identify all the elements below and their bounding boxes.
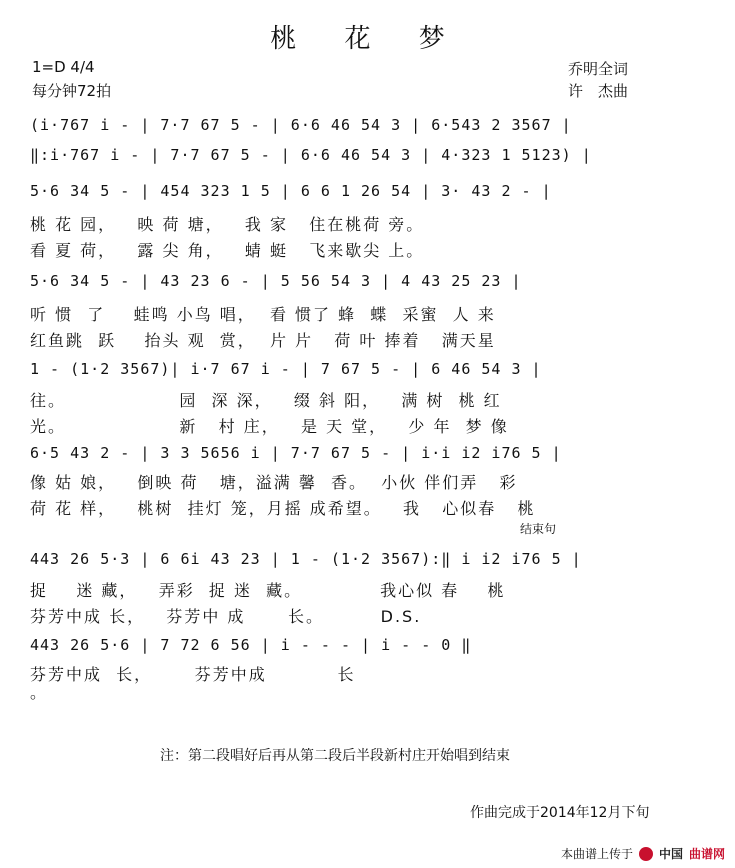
ending-phrase-label: 结束句 [520, 522, 557, 536]
lyric-line: 往。 园 深 深， 缀 斜 阳， 满 树 桃 红 [30, 391, 502, 410]
tempo-marking: 每分钟72拍 [32, 82, 112, 100]
notation-line: 443 26 5·3 | 6 6i 43 23 | 1 - (1·2 3567):‖ i i2 i76 5 | [30, 550, 582, 568]
lyric-line: 捉 迷 藏， 弄彩 捉 迷 藏。 我心似 春 桃 [30, 581, 506, 600]
site-logo-icon [639, 847, 653, 861]
upload-label: 本曲谱上传于 [560, 847, 633, 861]
lyric-line: 红鱼跳 跃 抬头 观 赏， 片 片 荷 叶 捧着 满天星 [30, 331, 496, 350]
performance-note: 注：第二段唱好后再从第二段后半段新村庄开始唱到结束 [160, 748, 510, 764]
lyric-line: 。 [30, 683, 49, 702]
lyric-line: 芬芳中成 长， 芬芳中成 长 [30, 665, 356, 684]
notation-line: ‖:i·767 i - | 7·7 67 5 - | 6·6 46 54 3 | 4·323 1 5123) | [30, 146, 592, 164]
lyric-line: 光。 新 村 庄， 是 天 堂， 少 年 梦 像 [30, 417, 509, 436]
key-signature: 1=D 4/4 [32, 58, 95, 76]
site-watermark [561, 845, 725, 862]
completion-date: 作曲完成于2014年12月下旬 [470, 805, 650, 821]
composer-credit: 许 杰曲 [568, 82, 629, 100]
lyric-line: 像 姑 娘， 倒映 荷 塘，溢满 馨 香。 小伙 伴们弄 彩 [30, 473, 518, 492]
site-prefix: 中国 [658, 847, 683, 861]
notation-line: 1 - (1·2 3567)| i·7 67 i - | 7 67 5 - | 6 46 54 3 | [30, 360, 542, 378]
lyric-line: 听 惯 了 蛙鸣 小鸟 唱， 看 惯了 蜂 蝶 采蜜 人 来 [30, 305, 496, 324]
site-brand: 曲谱网 [688, 847, 725, 861]
notation-line: 5·6 34 5 - | 454 323 1 5 | 6 6 1 26 54 | 3· 43 2 - | [30, 182, 552, 200]
lyric-line: 看 夏 荷， 露 尖 角， 蜻 蜓 飞来歇尖 上。 [30, 241, 425, 260]
notation-line: 6·5 43 2 - | 3 3 5656 i | 7·7 67 5 - | i·i i2 i76 5 | [30, 444, 562, 462]
lyric-line: 芬芳中成 长， 芬芳中 成 长。 D.S. [30, 607, 422, 626]
lyricist-credit: 乔明全词 [568, 60, 629, 78]
lyric-line: 桃 花 园， 映 荷 塘， 我 家 住在桃荷 旁。 [30, 215, 425, 234]
page-title: 桃 花 梦 [270, 24, 465, 54]
notation-line: 443 26 5·6 | 7 72 6 56 | i - - - | i - - 0 ‖ [30, 636, 472, 654]
notation-line: 5·6 34 5 - | 43 23 6 - | 5 56 54 3 | 4 43 25 23 | [30, 272, 522, 290]
lyric-line: 荷 花 样， 桃树 挂灯 笼，月摇 成希望。 我 心似春 桃 [30, 499, 536, 518]
notation-line: (i·767 i - | 7·7 67 5 - | 6·6 46 54 3 | 6·543 2 3567 | [30, 116, 572, 134]
